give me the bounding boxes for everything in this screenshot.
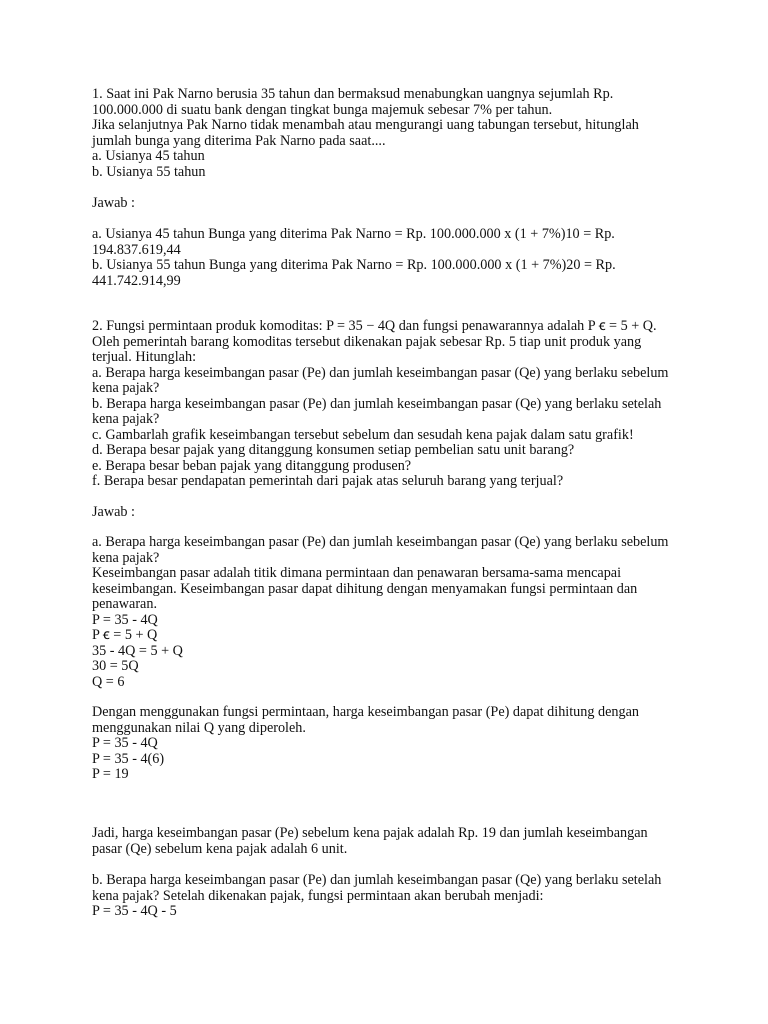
answer-2a (92, 535, 682, 690)
text-line: e. Berapa besar beban pajak yang ditanggung produsen? (92, 457, 412, 474)
equation-line: P = 35 - 4(6) (92, 750, 165, 767)
text-line: b. Berapa harga keseimbangan pasar (Pe) dan jumlah keseimbangan pasar (Qe) yang berlaku setelah (92, 395, 662, 412)
text-line: b. Usianya 55 tahun Bunga yang diterima Pak Narno = Rp. 100.000.000 x (1 + 7%)20 = Rp. (92, 257, 616, 273)
text-line: Jadi, harga keseimbangan pasar (Pe) sebelum kena pajak adalah Rp. 19 dan jumlah keseimbangan (92, 825, 648, 841)
text-line: menggunakan nilai Q yang diperoleh. (92, 719, 306, 736)
conclusion (92, 826, 682, 857)
equation-line: P = 35 - 4Q (92, 735, 158, 751)
jawab-label (92, 505, 682, 521)
answer-1 (92, 227, 682, 289)
text-line: 100.000.000 di suatu bank dengan tingkat bunga majemuk sebesar 7% per tahun. (92, 101, 553, 118)
text-line: Dengan menggunakan fungsi permintaan, harga keseimbangan pasar (Pe) dapat dihitung dengan (92, 704, 639, 720)
equation-line: 35 - 4Q = 5 + Q (92, 642, 183, 659)
text-line: 1. Saat ini Pak Narno berusia 35 tahun dan bermaksud menabungkan uangnya sejumlah Rp. (92, 86, 614, 102)
equation-line: P = 35 - 4Q (92, 611, 158, 628)
text-line: Jika selanjutnya Pak Narno tidak menambah atau mengurangi uang tabungan tersebut, hitunglah (92, 117, 639, 133)
equation-line: P = 35 - 4Q - 5 (92, 903, 177, 919)
text-line: kena pajak? Setelah dikenakan pajak, fungsi permintaan akan berubah menjadi: (92, 887, 544, 904)
text-line: b. Berapa harga keseimbangan pasar (Pe) dan jumlah keseimbangan pasar (Qe) yang berlaku setelah (92, 872, 662, 888)
jawab-heading: Jawab : (92, 195, 135, 211)
equation-line: P ꞓ = 5 + Q (92, 627, 158, 643)
text-line: 194.837.619,44 (92, 241, 181, 258)
text-line: a. Usianya 45 tahun (92, 148, 205, 164)
text-line: Keseimbangan pasar adalah titik dimana permintaan dan penawaran bersama-sama mencapai (92, 565, 622, 581)
equation-line: Q = 6 (92, 673, 125, 690)
text-line: a. Berapa harga keseimbangan pasar (Pe) dan jumlah keseimbangan pasar (Qe) yang berlaku sebelum (92, 534, 669, 550)
text-line: c. Gambarlah grafik keseimbangan tersebut sebelum dan sesudah kena pajak dalam satu grafik! (92, 426, 634, 443)
price-derivation (92, 705, 682, 783)
question-1 (92, 87, 682, 180)
text-line: Oleh pemerintah barang komoditas tersebut dikenakan pajak sebesar Rp. 5 tiap unit produk yang (92, 333, 642, 350)
text-line: b. Usianya 55 tahun (92, 163, 206, 180)
text-line: terjual. Hitunglah: (92, 349, 197, 365)
text-line: pasar (Qe) sebelum kena pajak adalah 6 unit. (92, 840, 348, 857)
text-line: d. Berapa besar pajak yang ditanggung konsumen setiap pembelian satu unit barang? (92, 442, 575, 458)
text-line: penawaran. (92, 596, 157, 612)
equation-line: 30 = 5Q (92, 658, 139, 674)
text-line: kena pajak? (92, 549, 160, 566)
text-line: 441.742.914,99 (92, 272, 181, 289)
text-line: kena pajak? (92, 411, 160, 427)
text-line: keseimbangan. Keseimbangan pasar dapat dihitung dengan menyamakan fungsi permintaan dan (92, 580, 638, 597)
text-line: a. Usianya 45 tahun Bunga yang diterima Pak Narno = Rp. 100.000.000 x (1 + 7%)10 = Rp. (92, 226, 615, 242)
text-line: jumlah bunga yang diterima Pak Narno pada saat.... (92, 132, 386, 149)
jawab-label (92, 196, 682, 212)
text-line: kena pajak? (92, 380, 160, 396)
jawab-heading: Jawab : (92, 504, 135, 520)
answer-2b (92, 873, 682, 920)
text-line: f. Berapa besar pendapatan pemerintah dari pajak atas seluruh barang yang terjual? (92, 473, 564, 489)
equation-line: P = 19 (92, 766, 129, 782)
question-2 (92, 319, 682, 490)
text-line: 2. Fungsi permintaan produk komoditas: P = 35 − 4Q dan fungsi penawarannya adalah P ꞓ = 5 + Q. (92, 318, 657, 334)
text-line: a. Berapa harga keseimbangan pasar (Pe) dan jumlah keseimbangan pasar (Qe) yang berlaku sebelum (92, 364, 669, 381)
